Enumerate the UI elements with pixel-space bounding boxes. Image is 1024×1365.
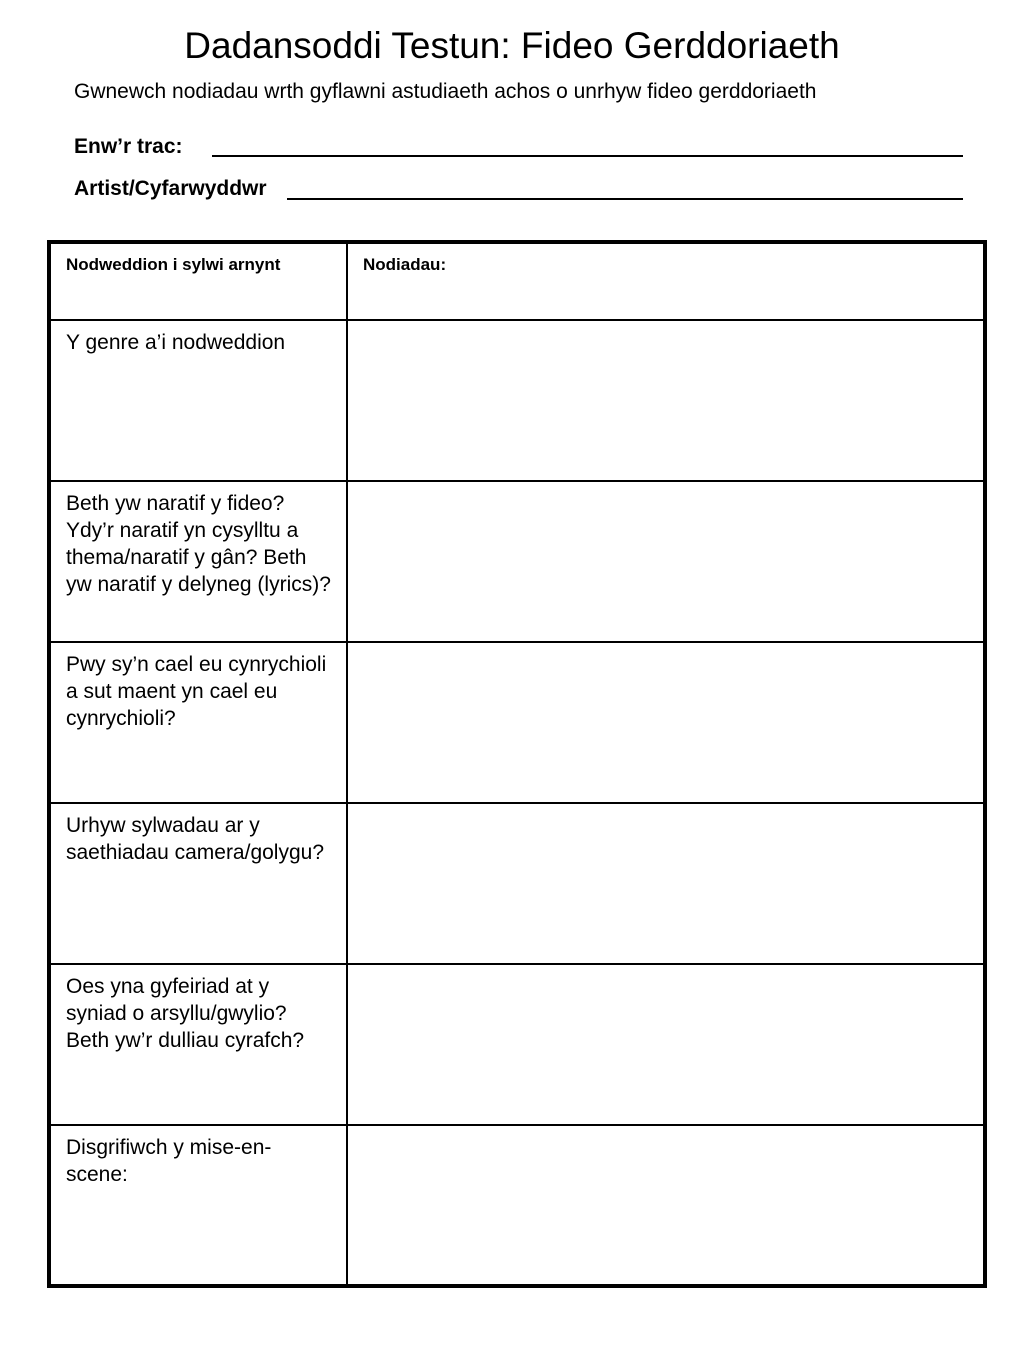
criteria-cell — [49, 1125, 347, 1286]
criteria-text: Beth yw naratif y fideo? Ydy’r naratif yn cysylltu a thema/naratif y gân? Beth yw naratif y delyneg (lyrics)? — [66, 492, 331, 596]
criteria-text: Pwy sy’n cael eu cynrychioli a sut maent yn cael eu cynrychioli? — [66, 653, 327, 730]
notes-header: Nodiadau: — [363, 255, 447, 274]
notes-cell[interactable] — [347, 964, 985, 1125]
notes-cell[interactable] — [347, 642, 985, 803]
criteria-text: Oes yna gyfeiriad at y syniad o arsyllu/gwylio? Beth yw’r dulliau cyrafch? — [66, 975, 305, 1052]
track-name-input-line[interactable] — [212, 155, 963, 157]
criteria-cell — [49, 642, 347, 803]
notes-header-cell — [347, 242, 985, 320]
criteria-text: Disgrifiwch y mise-en-scene: — [66, 1136, 272, 1186]
track-name-label: Enw’r trac: — [74, 135, 183, 158]
notes-cell[interactable] — [347, 481, 985, 642]
table-header-row — [49, 242, 985, 320]
criteria-cell — [49, 964, 347, 1125]
criteria-header-cell — [49, 242, 347, 320]
criteria-text: Y genre a’i nodweddion — [66, 331, 286, 354]
notes-cell[interactable] — [347, 1125, 985, 1286]
table-row — [49, 964, 985, 1125]
table-row — [49, 1125, 985, 1286]
table-row — [49, 320, 985, 481]
page-subtitle: Gwnewch nodiadau wrth gyflawni astudiaeth achos o unrhyw fideo gerddoriaeth — [74, 80, 817, 103]
track-name-field — [74, 132, 183, 160]
notes-cell[interactable] — [347, 803, 985, 964]
criteria-cell — [49, 320, 347, 481]
artist-director-field — [74, 174, 267, 202]
criteria-cell — [49, 803, 347, 964]
table-row — [49, 642, 985, 803]
criteria-header: Nodweddion i sylwi arnynt — [66, 255, 281, 274]
notes-cell[interactable] — [347, 320, 985, 481]
table-row — [49, 481, 985, 642]
artist-director-label: Artist/Cyfarwyddwr — [74, 177, 267, 200]
criteria-text: Urhyw sylwadau ar y saethiadau camera/golygu? — [66, 814, 325, 864]
page-title: Dadansoddi Testun: Fideo Gerddoriaeth — [184, 25, 840, 66]
criteria-cell — [49, 481, 347, 642]
artist-director-input-line[interactable] — [287, 198, 963, 200]
table-row — [49, 803, 985, 964]
analysis-table — [47, 240, 987, 1288]
